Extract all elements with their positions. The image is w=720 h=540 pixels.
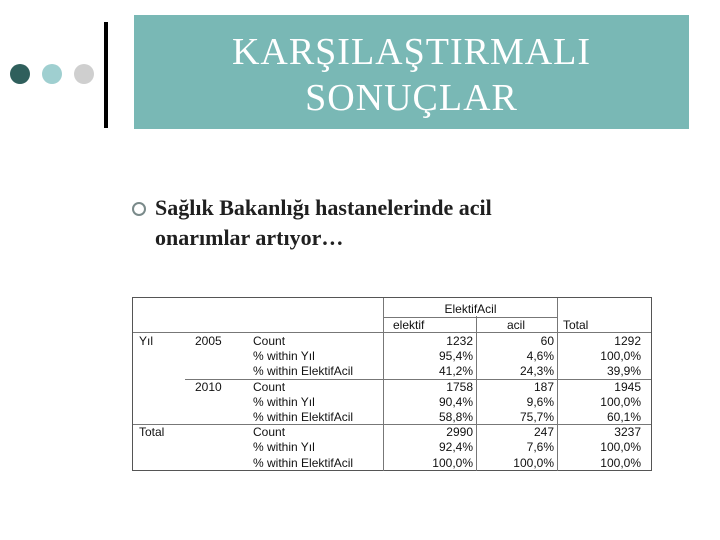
- stat-label: % within Yıl: [253, 394, 315, 409]
- col-header-acil: acil: [506, 318, 525, 332]
- value-total: 100,0%: [600, 349, 641, 364]
- value-elektif: 1232: [446, 334, 473, 348]
- stat-label: Count: [253, 425, 286, 440]
- value-acil: 7,6%: [526, 440, 554, 455]
- value-acil: 75,7%: [519, 410, 554, 424]
- slide-title: [134, 29, 689, 121]
- value-acil: 247: [533, 425, 554, 440]
- stat-label: % within Yıl: [253, 440, 315, 455]
- value-elektif: 58,8%: [438, 410, 473, 424]
- dot-grey: [74, 64, 94, 84]
- value-acil: 4,6%: [526, 349, 554, 364]
- value-elektif: 90,4%: [438, 394, 473, 409]
- year-label: 2005: [195, 334, 222, 348]
- bullet-text: [155, 193, 655, 253]
- column-divider-mid: [476, 316, 477, 471]
- value-total: 100,0%: [600, 394, 641, 409]
- value-elektif: 2990: [446, 425, 473, 440]
- row-variable-label: Yıl: [139, 334, 154, 348]
- value-elektif: 1758: [446, 379, 473, 394]
- column-divider-right: [557, 298, 558, 471]
- value-elektif: 95,4%: [438, 349, 473, 364]
- value-acil: 9,6%: [526, 394, 554, 409]
- col-header-total: Total: [563, 318, 589, 332]
- value-total: 1945: [614, 379, 641, 394]
- value-total: 100,0%: [600, 440, 641, 455]
- stat-label: % within ElektifAcil: [253, 455, 354, 470]
- stat-label: % within ElektifAcil: [253, 410, 354, 424]
- title-band: [134, 15, 689, 129]
- dot-light: [42, 64, 62, 84]
- value-acil: 187: [533, 379, 554, 394]
- column-divider-left: [383, 298, 384, 471]
- stat-label: Count: [253, 379, 286, 394]
- stat-label: % within ElektifAcil: [253, 364, 354, 379]
- year-label: 2010: [195, 379, 222, 394]
- value-total: 39,9%: [606, 364, 641, 379]
- group-header: ElektifAcil: [444, 302, 497, 316]
- bullet-line1: Sağlık Bakanlığı hastanelerinde acil: [155, 195, 492, 220]
- value-total: 1292: [614, 334, 641, 348]
- value-elektif: 41,2%: [438, 364, 473, 379]
- dot-dark: [10, 64, 30, 84]
- bullet-line2: onarımlar artıyor…: [155, 225, 344, 250]
- crosstab-table: [132, 297, 652, 471]
- slide-title-line1: KARŞILAŞTIRMALI: [231, 31, 592, 73]
- value-acil: 60: [540, 334, 554, 348]
- col-header-elektif: elektif: [393, 318, 425, 332]
- value-total: 100,0%: [600, 455, 641, 470]
- value-acil: 24,3%: [519, 364, 554, 379]
- value-total: 60,1%: [606, 410, 641, 424]
- value-acil: 100,0%: [513, 455, 554, 470]
- slide-title-line2: SONUÇLAR: [305, 77, 518, 119]
- total-row-label: Total: [139, 425, 165, 440]
- header-bottom-line: [133, 332, 651, 333]
- value-total: 3237: [614, 425, 641, 440]
- bullet-circle-icon: [132, 202, 146, 216]
- group-header-underline: [383, 317, 558, 318]
- stat-label: Count: [253, 334, 286, 348]
- value-elektif: 92,4%: [438, 440, 473, 455]
- stat-label: % within Yıl: [253, 349, 315, 364]
- value-elektif: 100,0%: [432, 455, 473, 470]
- title-divider-line: [104, 22, 108, 128]
